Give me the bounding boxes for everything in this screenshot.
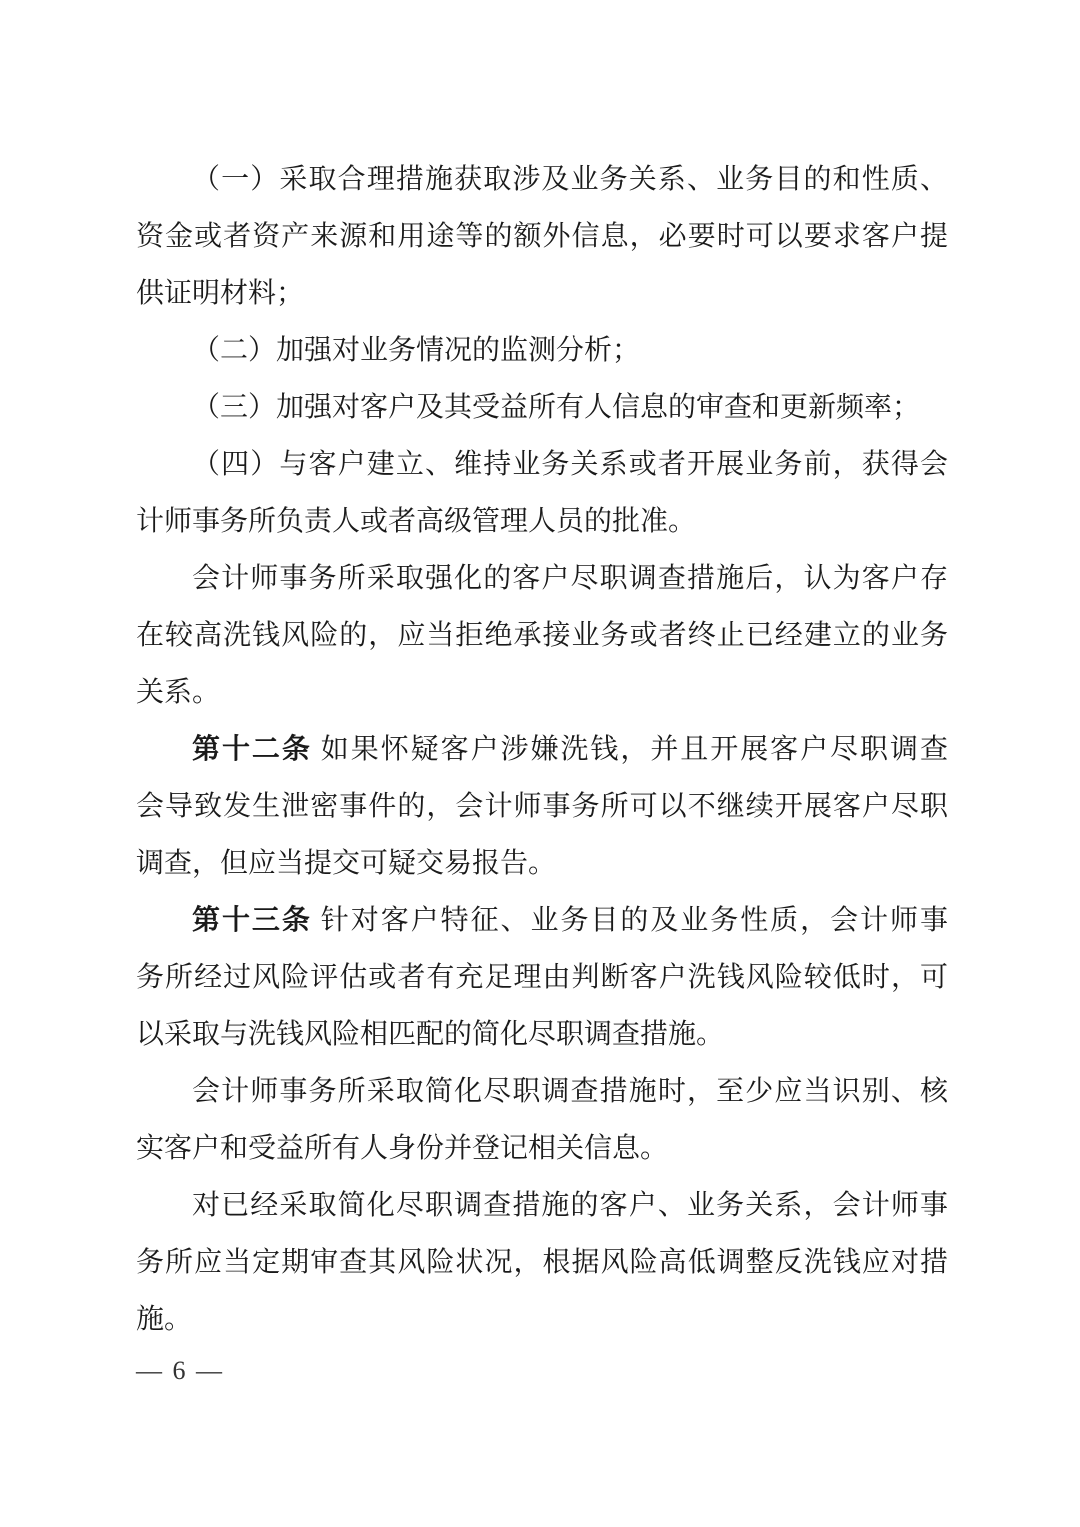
paragraph-item-1: [136, 150, 948, 321]
paragraph-item-4: [136, 435, 948, 549]
page-number: — 6 —: [136, 1356, 224, 1385]
text-line: 在较高洗钱风险的，应当拒绝承接业务或者终止已经建立的业务: [136, 618, 948, 651]
document-page: [136, 150, 948, 1347]
article-title: 第十三条: [192, 903, 312, 936]
article-text: 针对客户特征、业务目的及业务性质，会计师事: [318, 903, 948, 936]
paragraph-item-3: [136, 378, 948, 435]
text-line: （四）与客户建立、维持业务关系或者开展业务前，获得会: [192, 447, 948, 480]
text-line: 计师事务所负责人或者高级管理人员的批准。: [136, 504, 697, 537]
text-line: （三）加强对客户及其受益所有人信息的审查和更新频率；: [192, 390, 921, 423]
text-line: 会计师事务所采取简化尽职调查措施时，至少应当识别、核: [192, 1074, 948, 1107]
text-line: 供证明材料；: [136, 276, 305, 309]
text-line: 对已经采取简化尽职调查措施的客户、业务关系，会计师事: [192, 1188, 948, 1221]
article-title: 第十二条: [192, 732, 312, 765]
text-line: （二）加强对业务情况的监测分析；: [192, 333, 641, 366]
paragraph-item-2: [136, 321, 948, 378]
text-line: 施。: [136, 1302, 193, 1335]
paragraph-enhanced-dd-conclusion: [136, 549, 948, 720]
paragraph-periodic-review: [136, 1176, 948, 1347]
text-line: 资金或者资产来源和用途等的额外信息，必要时可以要求客户提: [136, 219, 948, 252]
text-line: 会计师事务所采取强化的客户尽职调查措施后，认为客户存: [192, 561, 948, 594]
article-text: 如果怀疑客户涉嫌洗钱，并且开展客户尽职调查: [318, 732, 948, 765]
text-line: [136, 891, 948, 948]
text-line: 实客户和受益所有人身份并登记相关信息。: [136, 1131, 669, 1164]
text-line: 调查，但应当提交可疑交易报告。: [136, 846, 557, 879]
text-line: 关系。: [136, 675, 221, 708]
text-line: 会导致发生泄密事件的，会计师事务所可以不继续开展客户尽职: [136, 789, 948, 822]
article-13: [136, 891, 948, 1062]
paragraph-simplified-dd-minimum: [136, 1062, 948, 1176]
text-line: 务所应当定期审查其风险状况，根据风险高低调整反洗钱应对措: [136, 1245, 948, 1278]
text-line: 务所经过风险评估或者有充足理由判断客户洗钱风险较低时，可: [136, 960, 948, 993]
text-line: （一）采取合理措施获取涉及业务关系、业务目的和性质、: [192, 162, 948, 195]
text-line: [136, 720, 948, 777]
article-12: [136, 720, 948, 891]
text-line: 以采取与洗钱风险相匹配的简化尽职调查措施。: [136, 1017, 725, 1050]
